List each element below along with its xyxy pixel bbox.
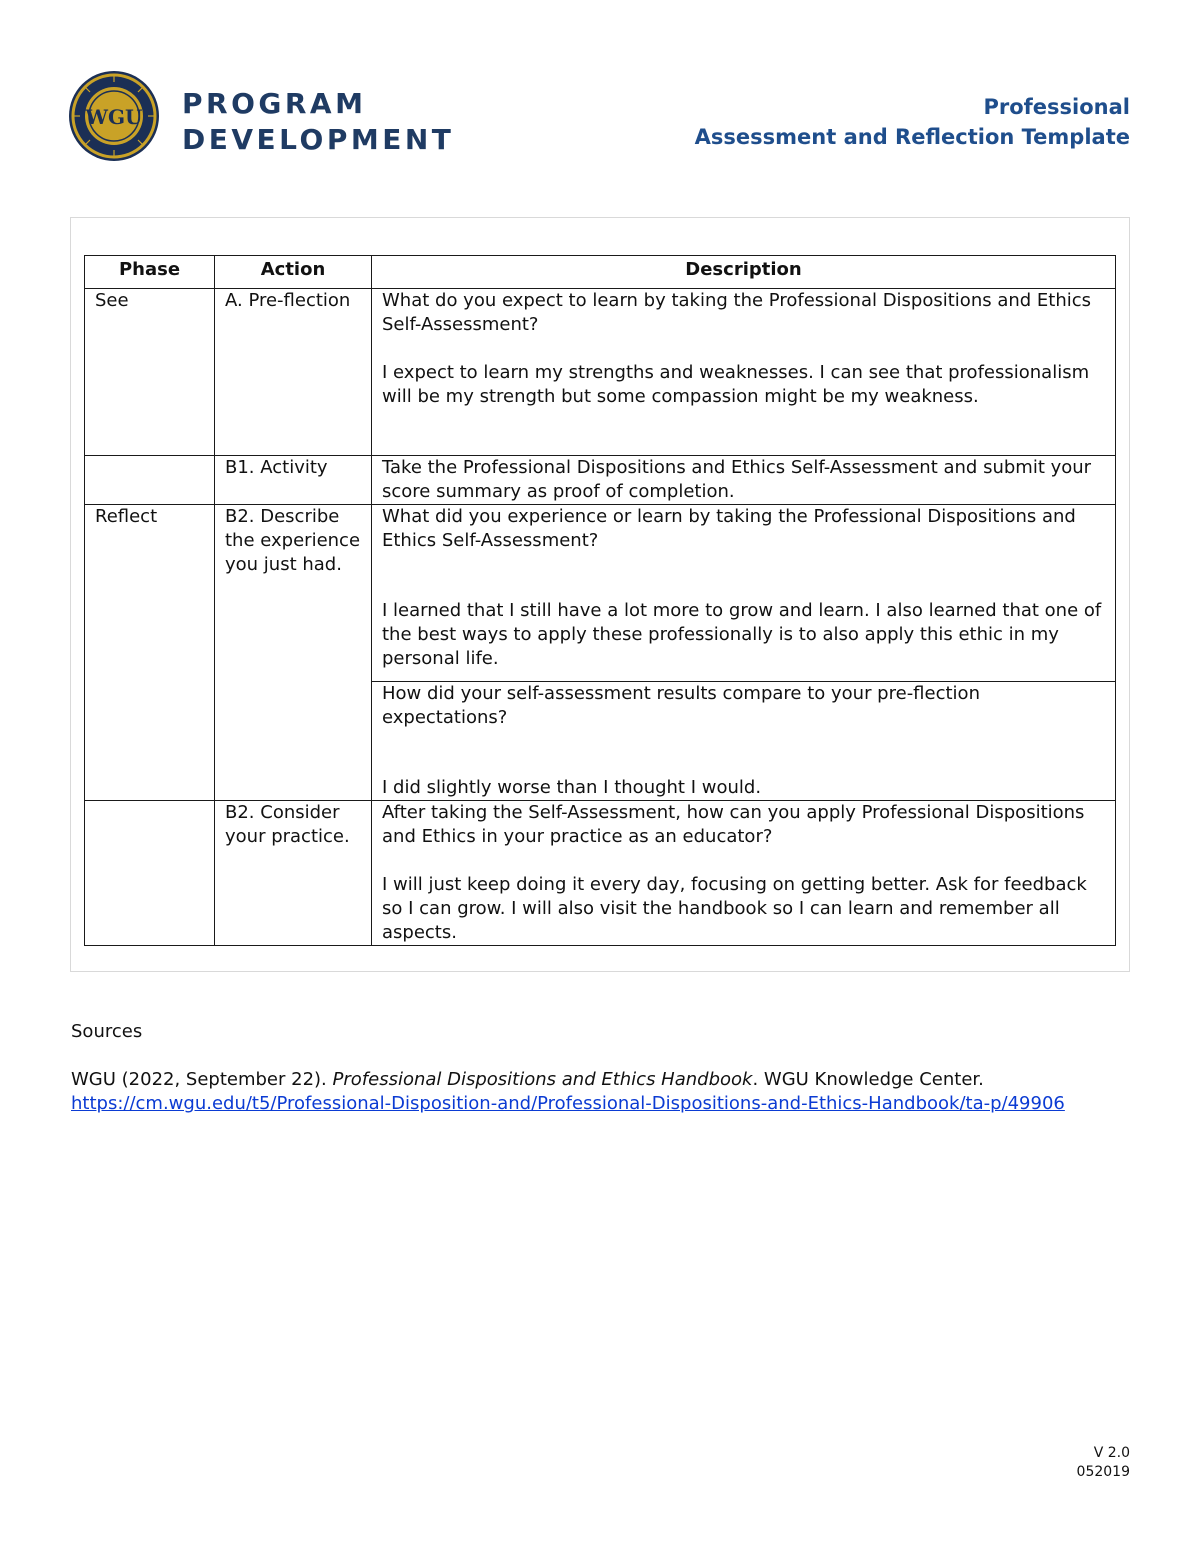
description-cell xyxy=(372,456,1116,505)
question-text: After taking the Self-Assessment, how can you apply Professional Dispositions and Ethics in your practice as an educator? xyxy=(382,802,1085,847)
action-cell: B1. Activity xyxy=(215,456,372,505)
citation-suffix: . WGU Knowledge Center. xyxy=(752,1069,984,1090)
table-header-row xyxy=(85,256,1116,289)
logo-monogram: WGU xyxy=(85,105,143,129)
header-phase: Phase xyxy=(85,256,215,289)
sources-heading: Sources xyxy=(71,1021,143,1042)
description-cell xyxy=(372,505,1116,682)
action-cell: B2. Consider your practice. xyxy=(215,801,372,946)
brand-name xyxy=(182,86,454,158)
wgu-seal-icon xyxy=(68,70,160,162)
question-text: What did you experience or learn by taking the Professional Dispositions and Ethics Self-Assessment? xyxy=(382,506,1076,551)
question-text: How did your self-assessment results compare to your pre-flection expectations? xyxy=(382,683,980,728)
question-text: What do you expect to learn by taking the Professional Dispositions and Ethics Self-Assessment? xyxy=(382,290,1092,335)
table-row xyxy=(85,456,1116,505)
phase-cell: See xyxy=(85,289,215,456)
description-cell xyxy=(372,682,1116,801)
citation-title: Professional Dispositions and Ethics Handbook xyxy=(332,1069,753,1090)
table-row xyxy=(85,801,1116,946)
description-cell xyxy=(372,801,1116,946)
document-title xyxy=(695,92,1130,152)
table-row xyxy=(85,289,1116,456)
description-cell xyxy=(372,289,1116,456)
title-line-1: Professional xyxy=(983,95,1130,119)
citation-prefix: WGU (2022, September 22). xyxy=(71,1069,333,1090)
action-cell: B2. Describe the experience you just had. xyxy=(215,505,372,801)
phase-cell xyxy=(85,801,215,946)
citation-link[interactable]: https://cm.wgu.edu/t5/Professional-Disposition-and/Professional-Dispositions-and-Ethics-Handbook/ta-p/49906 xyxy=(71,1093,1065,1114)
title-line-2: Assessment and Reflection Template xyxy=(694,125,1130,149)
header-action: Action xyxy=(215,256,372,289)
answer-text: I will just keep doing it every day, focusing on getting better. Ask for feedback so I can grow. I will also visit the handbook so I can learn and remember all aspects. xyxy=(382,874,1087,943)
citation xyxy=(71,1068,1131,1116)
answer-text: I learned that I still have a lot more to grow and learn. I also learned that one of the best ways to apply these professionally is to also apply this ethic in my personal life. xyxy=(382,600,1102,669)
phase-cell xyxy=(85,456,215,505)
brand-line-2: DEVELOPMENT xyxy=(182,123,455,156)
instruction-text: Take the Professional Dispositions and Ethics Self-Assessment and submit your score summary as proof of completion. xyxy=(382,457,1092,502)
sources-section xyxy=(71,1020,1131,1116)
reflection-table xyxy=(84,255,1116,946)
version-number: V 2.0 xyxy=(1093,1445,1130,1461)
version-info xyxy=(1077,1444,1130,1482)
header-description: Description xyxy=(372,256,1116,289)
phase-cell: Reflect xyxy=(85,505,215,801)
action-cell: A. Pre-flection xyxy=(215,289,372,456)
page-header xyxy=(68,70,1130,162)
answer-text: I expect to learn my strengths and weaknesses. I can see that professionalism will be my strength but some compassion might be my weakness. xyxy=(382,362,1090,407)
brand-line-1: PROGRAM xyxy=(182,87,367,120)
version-code: 052019 xyxy=(1076,1464,1130,1480)
table-row xyxy=(85,505,1116,682)
answer-text: I did slightly worse than I thought I would. xyxy=(382,777,762,798)
